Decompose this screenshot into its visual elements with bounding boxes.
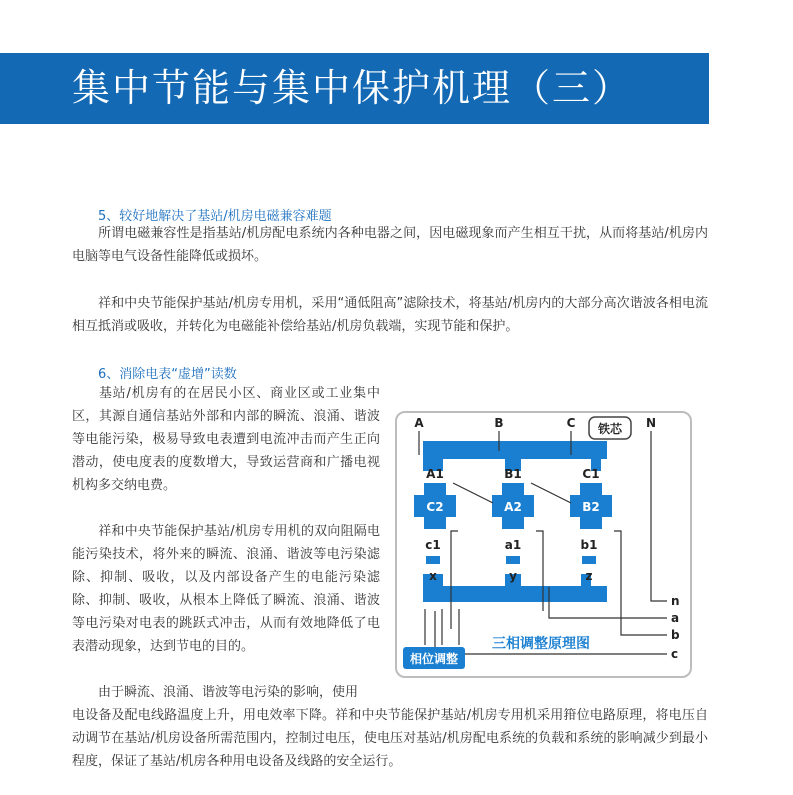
- diagram-title: 三相调整原理图: [492, 636, 590, 652]
- label-C: C: [566, 416, 576, 430]
- label-c: c: [671, 647, 679, 661]
- label-a1: a1: [504, 538, 522, 552]
- section-6-paragraph-3-rest: 电设备及配电线路温度上升，用电效率下降。祥和中央节能保护基站/机房专用机采用箝位电路原理，将电压自动调节在基站/机房设备所需范围内，控制过电压，使电压对基站/机房配电系统的负载和系统的影响减少到最小程度，保证了基站/机房各种用电设备及线路的安全运行。: [72, 708, 708, 769]
- section-6-paragraph-2: [72, 520, 380, 658]
- label-x: x: [429, 569, 437, 583]
- label-z: z: [585, 569, 593, 583]
- label-y: y: [509, 569, 517, 583]
- section-6-paragraph-1-text: 基站/机房有的在居民小区、商业区或工业集中区，其源自通信基站外部和内部的瞬流、浪涌、谐波等电能污染，极易导致电表遭到电流冲击而产生正向潜动，使电度表的度数增大，导致运营商和广播电视机构多交纳电费。: [72, 386, 380, 493]
- label-N: N: [645, 416, 657, 430]
- label-B: B: [494, 416, 504, 430]
- label-B2: B2: [582, 500, 600, 514]
- section-6-paragraph-2-text: 祥和中央节能保护基站/机房专用机的双向阻隔电能污染技术，将外来的瞬流、浪涌、谐波等电污染滤除、抑制、吸收，以及内部设备产生的电能污染滤除、抑制、吸收，从根本上降低了瞬流、浪涌、谐波等电污染对电表的跳跃式冲击，从而有效地降低了电表潜动现象，达到节电的目的。: [72, 524, 380, 654]
- label-n: n: [671, 594, 680, 608]
- section-5-paragraph-1: [72, 222, 708, 268]
- block-x: [426, 556, 440, 564]
- label-b: b: [671, 628, 680, 642]
- three-phase-diagram: [395, 411, 692, 678]
- section-6-paragraph-1: [72, 382, 380, 497]
- section-6-paragraph-3-start: [72, 681, 380, 704]
- label-a: a: [671, 611, 680, 625]
- three-phase-diagram-svg: [395, 411, 692, 678]
- label-A2: A2: [504, 500, 522, 514]
- section-5-heading: 5、较好地解决了基站/机房电磁兼容难题: [98, 209, 332, 224]
- label-c1: c1: [425, 538, 441, 552]
- section-5-paragraph-1-text: 所谓电磁兼容性是指基站/机房配电系统内各种电器之间，因电磁现象而产生相互干扰，从而将基站/机房内电脑等电气设备性能降低或损坏。: [72, 226, 708, 264]
- block-z: [582, 556, 596, 564]
- section-6-heading: 6、消除电表“虚增”读数: [98, 367, 237, 382]
- core-label: 铁芯: [597, 422, 623, 436]
- section-6-paragraph-3-start-text: 由于瞬流、浪涌、谐波等电污染的影响，使用: [98, 685, 359, 700]
- label-C1: C1: [582, 467, 600, 481]
- section-5-paragraph-2: [72, 292, 708, 338]
- label-C2: C2: [426, 500, 444, 514]
- label-B1: B1: [504, 467, 522, 481]
- page-title: 集中节能与集中保护机理（三）: [72, 66, 633, 110]
- block-y: [506, 556, 520, 564]
- section-5-paragraph-2-text: 祥和中央节能保护基站/机房专用机，采用“通低阻高”滤除技术，将基站/机房内的大部分高次谐波各相电流相互抵消或吸收，并转化为电磁能补偿给基站/机房负载端，实现节能和保护。: [72, 296, 708, 334]
- label-A: A: [414, 416, 424, 430]
- phase-adjust-label: 相位调整: [409, 652, 459, 666]
- label-b1: b1: [580, 538, 598, 552]
- label-A1: A1: [426, 467, 444, 481]
- title-banner: [0, 53, 709, 124]
